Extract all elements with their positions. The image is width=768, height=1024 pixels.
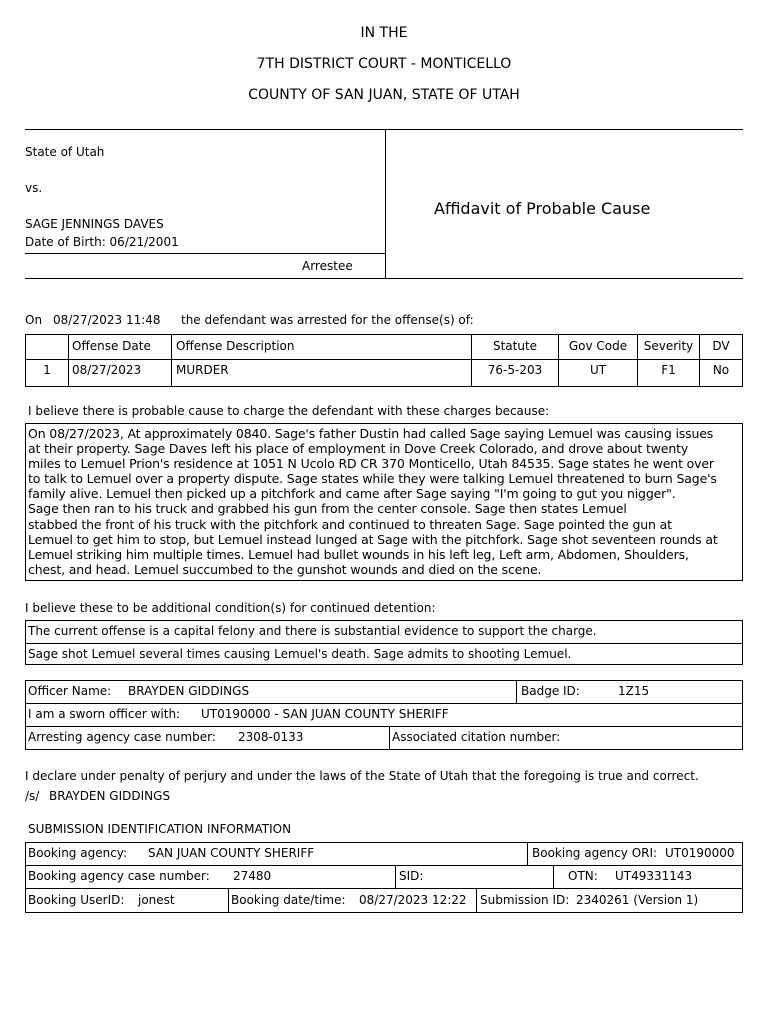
col-header-gov-code: Gov Code <box>568 339 628 353</box>
submission-title: SUBMISSION IDENTIFICATION INFORMATION <box>28 822 292 836</box>
booking-datetime: 08/27/2023 12:22 <box>359 893 467 907</box>
submission-id-label: Submission ID: <box>480 893 570 907</box>
offense-row-severity: F1 <box>661 363 676 377</box>
col-header-dv: DV <box>712 339 730 353</box>
booking-case-label: Booking agency case number: <box>28 869 210 883</box>
conditions-intro: I believe these to be additional condition(s) for continued detention: <box>25 601 436 615</box>
declaration-text: I declare under penalty of perjury and under the laws of the State of Utah that the foregoing is true and correct. <box>25 769 699 783</box>
probable-cause-narrative: On 08/27/2023, At approximately 0840. Sage's father Dustin had called Sage saying Lemuel was causing issues at their property. Sage Daves left his place of employment in Dove Creek Colorado, and drove about twenty miles to Lemuel Prion's residence at 1051 N Ucolo RD CR 370 Monticello, Utah 84535. Sage states he went over to talk to Lemuel over a property dispute. Sage states while they were talking Lemuel threatened to burn Sage's family alive. Lemuel then picked up a pitchfork and came after Sage saying "I'm going to gut you nigger". Sage then ran to his truck and grabbed his gun from the center console. Sage then states Lemuel stabbed the front of his truck with the pitchfork and continued to threaten Sage. Sage pointed the gun at Lemuel to get him to stop, but Lemuel instead lunged at Sage with the pitchfork. Sage shot seventeen rounds at Lemuel striking him multiple times. Lemuel had bullet wounds in his left leg, Left arm, Abdomen, Shoulders, chest, and head. Lemuel succumbed to the gunshot wounds and died on the scene. <box>28 426 718 577</box>
offense-row-description: MURDER <box>176 363 229 377</box>
col-header-offense-date: Offense Date <box>72 339 151 353</box>
offense-row-statute: 76-5-203 <box>487 363 543 377</box>
arresting-case-number: 2308-0133 <box>238 730 304 744</box>
booking-datetime-label: Booking date/time: <box>231 893 346 907</box>
sid-label: SID: <box>399 869 424 883</box>
officer-name-label: Officer Name: <box>28 684 112 698</box>
badge-id: 1Z15 <box>618 684 650 698</box>
badge-id-label: Badge ID: <box>521 684 580 698</box>
booking-agency-label: Booking agency: <box>28 846 128 860</box>
arrestee-label: Arrestee <box>302 259 353 273</box>
affidavit-title: Affidavit of Probable Cause <box>434 199 651 218</box>
booking-user: jonest <box>138 893 175 907</box>
booking-user-label: Booking UserID: <box>28 893 125 907</box>
booking-agency: SAN JUAN COUNTY SHERIFF <box>148 846 315 860</box>
versus-label: vs. <box>25 181 43 195</box>
plaintiff-name: State of Utah <box>25 145 105 159</box>
signature-prefix: /s/ <box>25 789 40 803</box>
court-header-line1: IN THE <box>360 25 408 41</box>
otn-value: UT49331143 <box>615 869 693 883</box>
offense-row-dv: No <box>712 363 730 377</box>
citation-number-label: Associated citation number: <box>392 730 561 744</box>
sworn-officer-label: I am a sworn officer with: <box>28 707 181 721</box>
booking-ori-label: Booking agency ORI: <box>532 846 658 860</box>
arrest-on-label: On <box>25 313 43 327</box>
sworn-officer-agency: UT0190000 - SAN JUAN COUNTY SHERIFF <box>201 707 449 721</box>
booking-ori: UT0190000 <box>665 846 735 860</box>
probable-cause-intro: I believe there is probable cause to charge the defendant with these charges because: <box>28 404 550 418</box>
col-header-severity: Severity <box>643 339 694 353</box>
arresting-case-label: Arresting agency case number: <box>28 730 216 744</box>
offense-row-number: 1 <box>43 363 51 377</box>
condition-item: Sage shot Lemuel several times causing Lemuel's death. Sage admits to shooting Lemuel. <box>28 647 572 661</box>
col-header-statute: Statute <box>492 339 538 353</box>
arrest-text: the defendant was arrested for the offense(s) of: <box>181 313 474 327</box>
signature-name: BRAYDEN GIDDINGS <box>49 789 171 803</box>
officer-name: BRAYDEN GIDDINGS <box>128 684 250 698</box>
submission-id: 2340261 (Version 1) <box>576 893 699 907</box>
offense-row-date: 08/27/2023 <box>72 363 142 377</box>
otn-label: OTN: <box>568 869 598 883</box>
condition-item: The current offense is a capital felony and there is substantial evidence to support the charge. <box>28 624 597 638</box>
defendant-dob: Date of Birth: 06/21/2001 <box>25 235 179 249</box>
court-header-line2: 7TH DISTRICT COURT - MONTICELLO <box>256 56 512 72</box>
arrest-datetime: 08/27/2023 11:48 <box>53 313 161 327</box>
booking-case-number: 27480 <box>233 869 272 883</box>
col-header-offense-description: Offense Description <box>176 339 295 353</box>
court-header-line3: COUNTY OF SAN JUAN, STATE OF UTAH <box>248 87 520 103</box>
defendant-name: SAGE JENNINGS DAVES <box>25 217 164 231</box>
offense-row-gov-code: UT <box>589 363 607 377</box>
